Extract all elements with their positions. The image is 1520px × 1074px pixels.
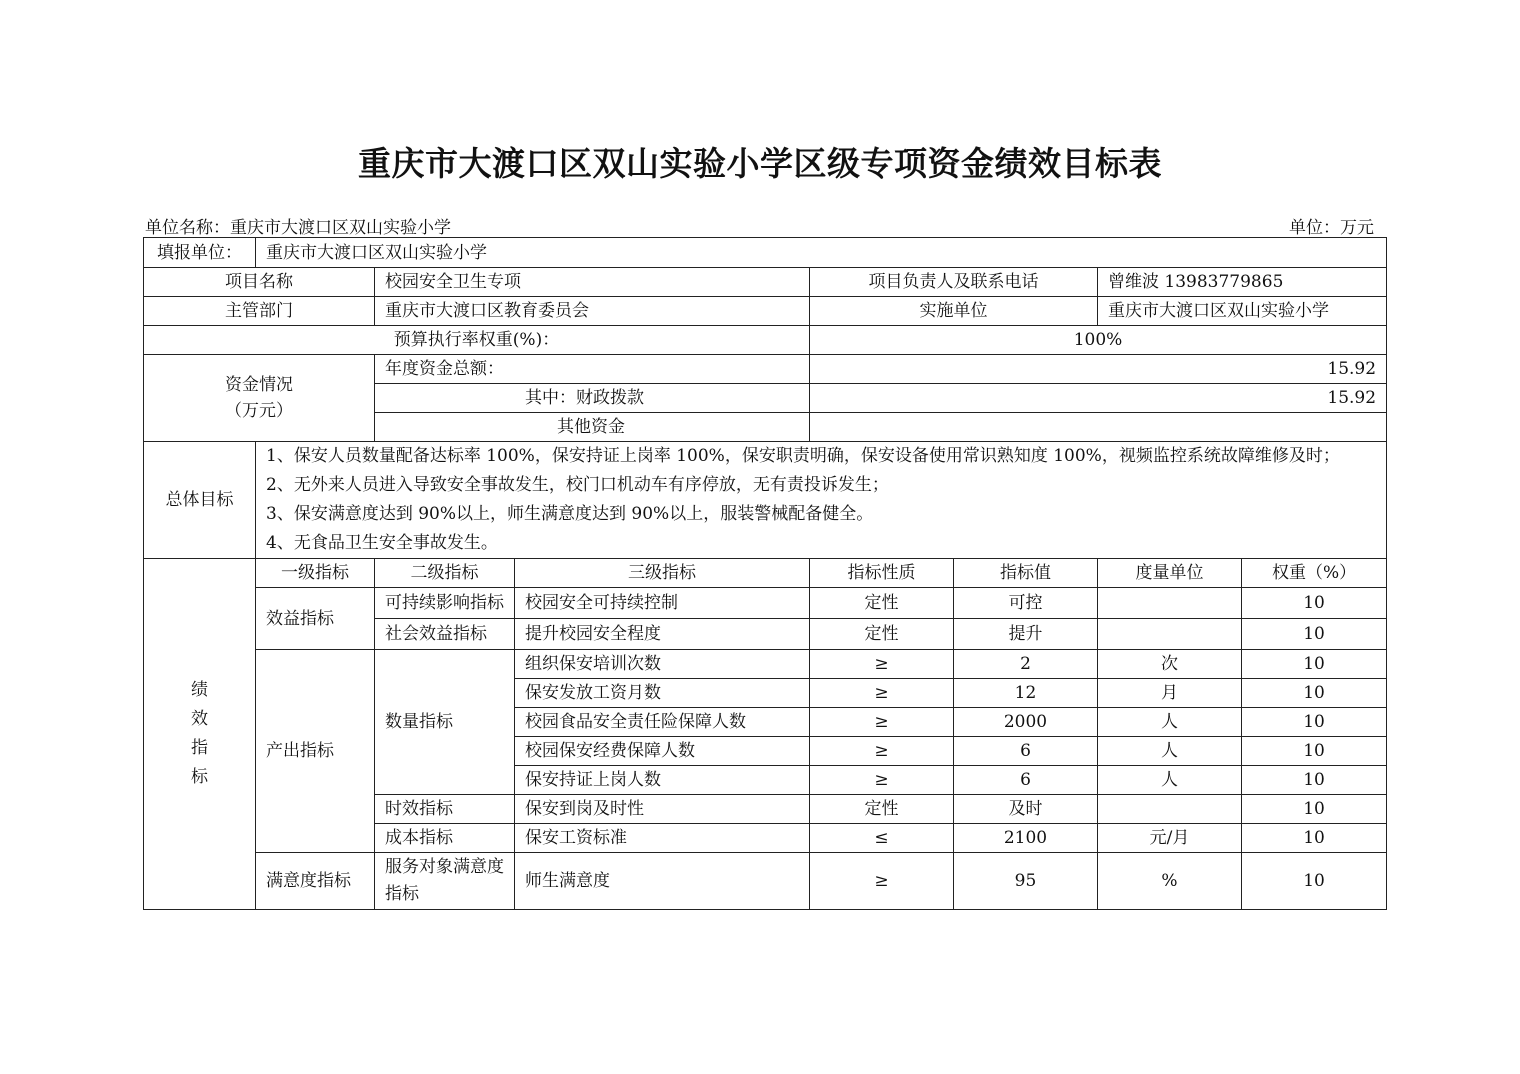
group-benefit: 效益指标 <box>256 588 375 650</box>
indicator-value: 提升 <box>954 619 1098 650</box>
indicator-name: 师生满意度 <box>515 853 810 910</box>
indicator-value: 6 <box>954 737 1098 766</box>
indicator-weight: 10 <box>1242 766 1387 795</box>
goal-line: 1、保安人员数量配备达标率 100%，保安持证上岗率 100%，保安职责明确，保安设备使用常识熟知度 100%，视频监控系统故障维修及时； <box>266 446 1340 466</box>
indicator-weight: 10 <box>1242 650 1387 679</box>
header-level2: 二级指标 <box>375 559 515 588</box>
subgroup-cost: 成本指标 <box>375 824 515 853</box>
header-level1: 一级指标 <box>256 559 375 588</box>
indicator-value: 2000 <box>954 708 1098 737</box>
goals-text <box>256 442 1387 559</box>
indicator-name: 组织保安培训次数 <box>515 650 810 679</box>
indicator-unit <box>1098 795 1242 824</box>
project-name-label: 项目名称 <box>144 268 375 297</box>
funds-label <box>144 355 375 442</box>
indicator-name: 校园保安经费保障人数 <box>515 737 810 766</box>
page-title: 重庆市大渡口区双山实验小学区级专项资金绩效目标表 <box>358 144 1162 183</box>
annual-total-value: 15.92 <box>810 355 1387 384</box>
header-level3: 三级指标 <box>515 559 810 588</box>
indicator-weight: 10 <box>1242 824 1387 853</box>
reporting-unit-label: 填报单位： <box>144 238 256 268</box>
annual-total-label: 年度资金总额： <box>375 355 810 384</box>
goals-label: 总体目标 <box>144 442 256 559</box>
indicator-weight: 10 <box>1242 679 1387 708</box>
header-value: 指标值 <box>954 559 1098 588</box>
indicator-unit: 人 <box>1098 766 1242 795</box>
indicator-nature: ≥ <box>810 679 954 708</box>
indicator-unit: 元/月 <box>1098 824 1242 853</box>
performance-target-table <box>143 237 1387 910</box>
impl-value: 重庆市大渡口区双山实验小学 <box>1098 297 1387 326</box>
header-unit: 度量单位 <box>1098 559 1242 588</box>
dept-label: 主管部门 <box>144 297 375 326</box>
fiscal-label: 其中：财政拨款 <box>375 384 810 413</box>
indicator-name: 提升校园安全程度 <box>515 619 810 650</box>
currency-unit: 单位：万元 <box>1289 218 1374 238</box>
indicator-value: 及时 <box>954 795 1098 824</box>
indicator-nature: ≥ <box>810 650 954 679</box>
indicator-unit <box>1098 619 1242 650</box>
subgroup-timeliness: 时效指标 <box>375 795 515 824</box>
fiscal-value: 15.92 <box>810 384 1387 413</box>
other-funds-label: 其他资金 <box>375 413 810 442</box>
budget-rate-label: 预算执行率权重(%)： <box>144 326 810 355</box>
header-nature: 指标性质 <box>810 559 954 588</box>
indicator-unit: 次 <box>1098 650 1242 679</box>
subgroup-social: 社会效益指标 <box>375 619 515 650</box>
contact-value: 曾维波 13983779865 <box>1098 268 1387 297</box>
header-weight: 权重（%） <box>1242 559 1387 588</box>
indicator-name: 校园安全可持续控制 <box>515 588 810 619</box>
indicator-name: 校园食品安全责任险保障人数 <box>515 708 810 737</box>
indicator-unit: 人 <box>1098 737 1242 766</box>
indicator-name: 保安发放工资月数 <box>515 679 810 708</box>
indicator-value: 6 <box>954 766 1098 795</box>
subgroup-service: 服务对象满意度指标 <box>375 853 515 910</box>
indicator-weight: 10 <box>1242 795 1387 824</box>
reporting-unit-value: 重庆市大渡口区双山实验小学 <box>256 238 1387 268</box>
indicator-value: 2100 <box>954 824 1098 853</box>
indicator-weight: 10 <box>1242 853 1387 910</box>
dept-value: 重庆市大渡口区教育委员会 <box>375 297 810 326</box>
indicator-nature: ≥ <box>810 853 954 910</box>
indicator-nature: 定性 <box>810 588 954 619</box>
indicator-value: 95 <box>954 853 1098 910</box>
other-funds-value <box>810 413 1387 442</box>
funds-label-line2: （万元） <box>225 401 293 421</box>
indicator-unit: % <box>1098 853 1242 910</box>
indicator-weight: 10 <box>1242 619 1387 650</box>
budget-rate-value: 100% <box>810 326 1387 355</box>
project-name-value: 校园安全卫生专项 <box>375 268 810 297</box>
indicators-label: 绩 效 指 标 <box>144 559 256 910</box>
funds-label-line1: 资金情况 <box>225 375 293 395</box>
indicator-unit <box>1098 588 1242 619</box>
goal-line: 4、无食品卫生安全事故发生。 <box>266 533 498 553</box>
group-satisfaction: 满意度指标 <box>256 853 375 910</box>
indicator-nature: ≥ <box>810 708 954 737</box>
indicator-value: 12 <box>954 679 1098 708</box>
impl-label: 实施单位 <box>810 297 1098 326</box>
indicator-weight: 10 <box>1242 588 1387 619</box>
goal-line: 2、无外来人员进入导致安全事故发生，校门口机动车有序停放，无有责投诉发生； <box>266 475 889 495</box>
indicator-nature: ≤ <box>810 824 954 853</box>
indicator-nature: ≥ <box>810 766 954 795</box>
indicator-name: 保安持证上岗人数 <box>515 766 810 795</box>
subgroup-sustain: 可持续影响指标 <box>375 588 515 619</box>
goal-line: 3、保安满意度达到 90%以上，师生满意度达到 90%以上，服装警械配备健全。 <box>266 504 874 524</box>
contact-label: 项目负责人及联系电话 <box>810 268 1098 297</box>
indicator-unit: 月 <box>1098 679 1242 708</box>
indicator-name: 保安到岗及时性 <box>515 795 810 824</box>
group-output: 产出指标 <box>256 650 375 853</box>
subgroup-quantity: 数量指标 <box>375 650 515 795</box>
indicator-nature: 定性 <box>810 619 954 650</box>
indicator-name: 保安工资标准 <box>515 824 810 853</box>
indicator-nature: 定性 <box>810 795 954 824</box>
indicator-nature: ≥ <box>810 737 954 766</box>
unit-name: 单位名称：重庆市大渡口区双山实验小学 <box>145 218 451 238</box>
indicator-value: 2 <box>954 650 1098 679</box>
indicator-weight: 10 <box>1242 737 1387 766</box>
indicator-weight: 10 <box>1242 708 1387 737</box>
indicator-value: 可控 <box>954 588 1098 619</box>
indicator-unit: 人 <box>1098 708 1242 737</box>
